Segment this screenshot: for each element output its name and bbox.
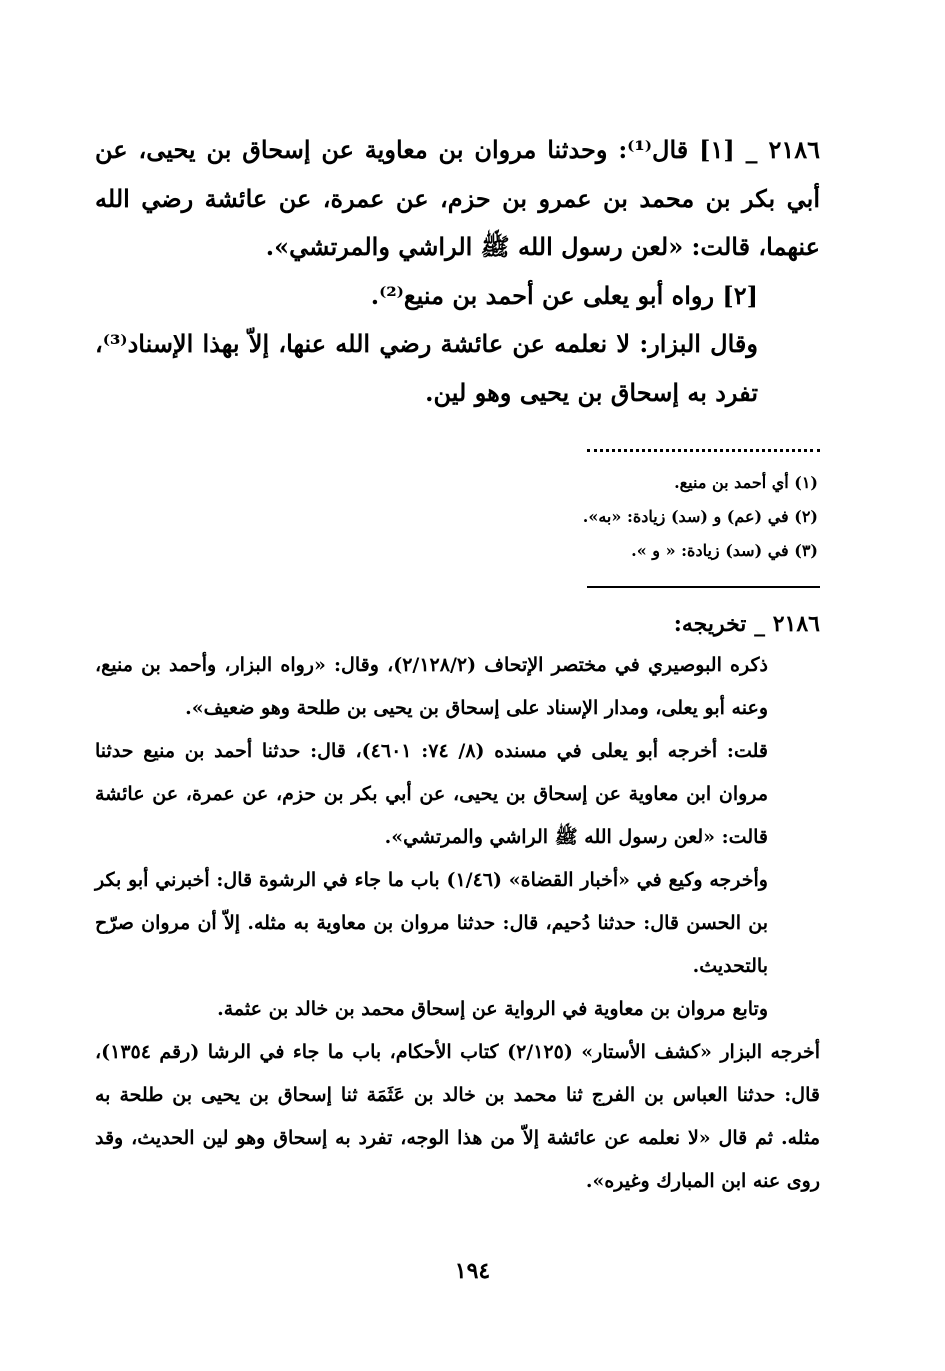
narration-note: [٢] رواه أبو يعلى عن أحمد بن منيع⁽²⁾. bbox=[370, 280, 758, 310]
takhrij-paragraph: أخرجه البزار «كشف الأستار» (٢/١٢٥) كتاب الأحكام، باب ما جاء في الرشا (رقم ١٣٥٤)، قال: حدثنا العباس بن الفرج ثنا محمد بن خالد بن عَثَمَة ثنا إسحاق بن يحيى بن طلحة به مثله. ثم قال «لا نعلمه عن عائشة إلاّ من هذا الوجه، تفرد به إسحاق وهو لين الحديث، وقد روى عنه ابن المبارك وغيره». bbox=[95, 1041, 820, 1192]
takhrij-paragraph: ذكره البوصيري في مختصر الإتحاف (٢/١٢٨/٢)، وقال: «رواه البزار، وأحمد بن منيع، وعنه أبو يعلى، ومدار الإسناد على إسحاق بن يحيى بن طلحة وهو ضعيف». bbox=[95, 654, 768, 719]
bazzar-comment: وقال البزار: لا نعلمه عن عائشة رضي الله عنها، إلاّ بهذا الإسناد⁽³⁾، تفرد به إسحاق بن يحيى وهو لين. bbox=[95, 329, 758, 407]
takhrij-paragraph: قلت: أخرجه أبو يعلى في مسنده (٨/ ٧٤: ٤٦٠١)، قال: حدثنا أحمد بن منيع حدثنا مروان ابن معاوية عن إسحاق بن يحيى، عن أبي بكر بن حزم، عن عمرة، عن عائشة قالت: «لعن رسول الله ﷺ الراشي والمرتشي». bbox=[95, 740, 768, 848]
takhrij-section bbox=[95, 644, 820, 1203]
footnote-item: (٣) في (سد) زيادة: « و ». bbox=[631, 541, 818, 560]
takhrij-heading: ٢١٨٦ _ تخريجه: bbox=[673, 611, 820, 637]
footnote-separator bbox=[587, 435, 820, 452]
page-body bbox=[95, 126, 820, 1203]
footnotes bbox=[95, 466, 820, 568]
takhrij-paragraph: وتابع مروان بن معاوية في الرواية عن إسحاق محمد بن خالد بن عثمة. bbox=[217, 998, 768, 1020]
footnote-item: (١) أي أحمد بن منيع. bbox=[674, 473, 818, 492]
hadith-paragraph: ٢١٨٦ _ [١] قال⁽¹⁾: وحدثنا مروان بن معاوية عن إسحاق بن يحيى، عن أبي بكر بن محمد بن عمرو بن حزم، عن عمرة، عن عائشة رضي الله عنهما، قالت: «لعن رسول الله ﷺ الراشي والمرتشي». bbox=[95, 135, 820, 261]
page-number: ١٩٤ bbox=[454, 1258, 491, 1284]
main-text bbox=[95, 126, 820, 417]
section-divider bbox=[587, 586, 820, 588]
footnote-item: (٢) في (عم) و (سد) زيادة: «به». bbox=[582, 507, 818, 526]
takhrij-paragraph: وأخرجه وكيع في «أخبار القضاة» (١/٤٦) باب ما جاء في الرشوة قال: أخبرني أبو بكر بن الحسن قال: حدثنا دُحيم، قال: حدثنا مروان بن معاوية به مثله. إلاّ أن مروان صرّح بالتحديث. bbox=[95, 869, 768, 977]
